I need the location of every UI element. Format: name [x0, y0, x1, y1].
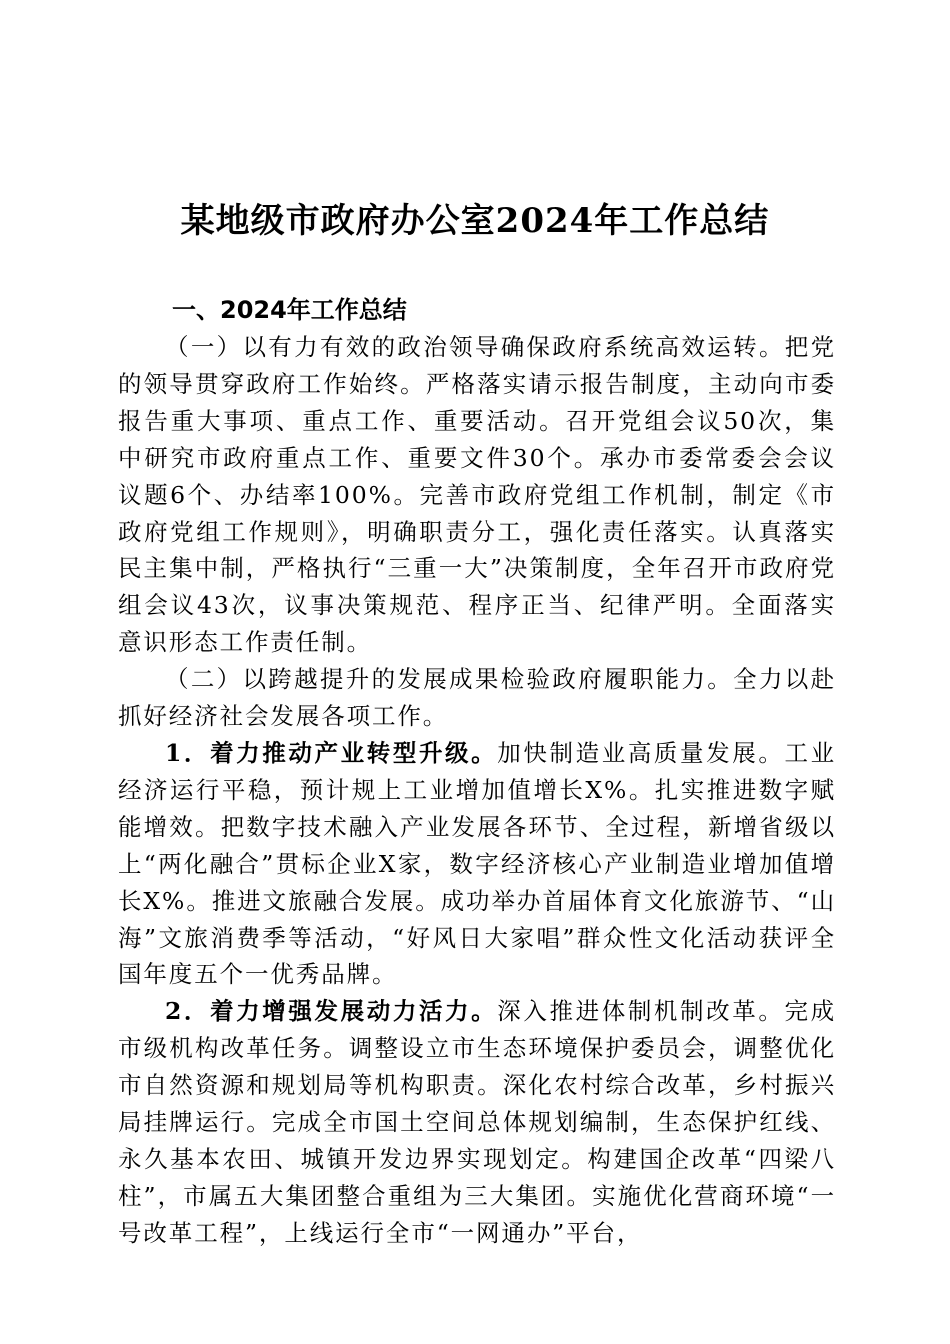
- paragraph-text: （二）以跨越提升的发展成果检验政府履职能力。全力以赴抓好经济社会发展各项工作。: [118, 665, 836, 731]
- paragraph-lead: 2．着力增强发展动力活力。: [165, 997, 498, 1026]
- paragraph: [118, 661, 836, 735]
- paragraph-text: 加快制造业高质量发展。工业经济运行平稳，预计规上工业增加值增长X%。扎实推进数字赋能增效。把数字技术融入产业发展各环节、全过程，新增省级以上“两化融合”贯标企业X家，数字经济核心产业制造业增加值增长X%。推进文旅融合发展。成功举办首届体育文化旅游节、“山海”文旅消费季等活动，“好风日大家唱”群众性文化活动获评全国年度五个一优秀品牌。: [118, 738, 836, 989]
- document-title: 某地级市政府办公室2024年工作总结: [180, 201, 770, 241]
- section-heading: 一、2024年工作总结: [172, 296, 407, 324]
- paragraph: [118, 329, 836, 661]
- paragraph-text: （一）以有力有效的政治领导确保政府系统高效运转。把党的领导贯穿政府工作始终。严格落实请示报告制度，主动向市委报告重大事项、重点工作、重要活动。召开党组会议50次，集中研究市政府重点工作、重要文件30个。承办市委常委会会议议题6个、办结率100%。完善市政府党组工作机制，制定《市政府党组工作规则》，明确职责分工，强化责任落实。认真落实民主集中制，严格执行“三重一大”决策制度，全年召开市政府党组会议43次，议事决策规范、程序正当、纪律严明。全面落实意识形态工作责任制。: [118, 333, 836, 657]
- paragraph-text: 深入推进体制机制改革。完成市级机构改革任务。调整设立市生态环境保护委员会，调整优化市自然资源和规划局等机构职责。深化农村综合改革，乡村振兴局挂牌运行。完成全市国土空间总体规划编制，生态保护红线、永久基本农田、城镇开发边界实现划定。构建国企改革“四梁八柱”，市属五大集团整合重组为三大集团。实施优化营商环境“一号改革工程”，上线运行全市“一网通办”平台，: [118, 997, 836, 1247]
- paragraph: [118, 735, 836, 993]
- paragraph: [118, 993, 836, 1251]
- document-body: [118, 329, 836, 1252]
- paragraph-lead: 1．着力推动产业转型升级。: [165, 738, 498, 767]
